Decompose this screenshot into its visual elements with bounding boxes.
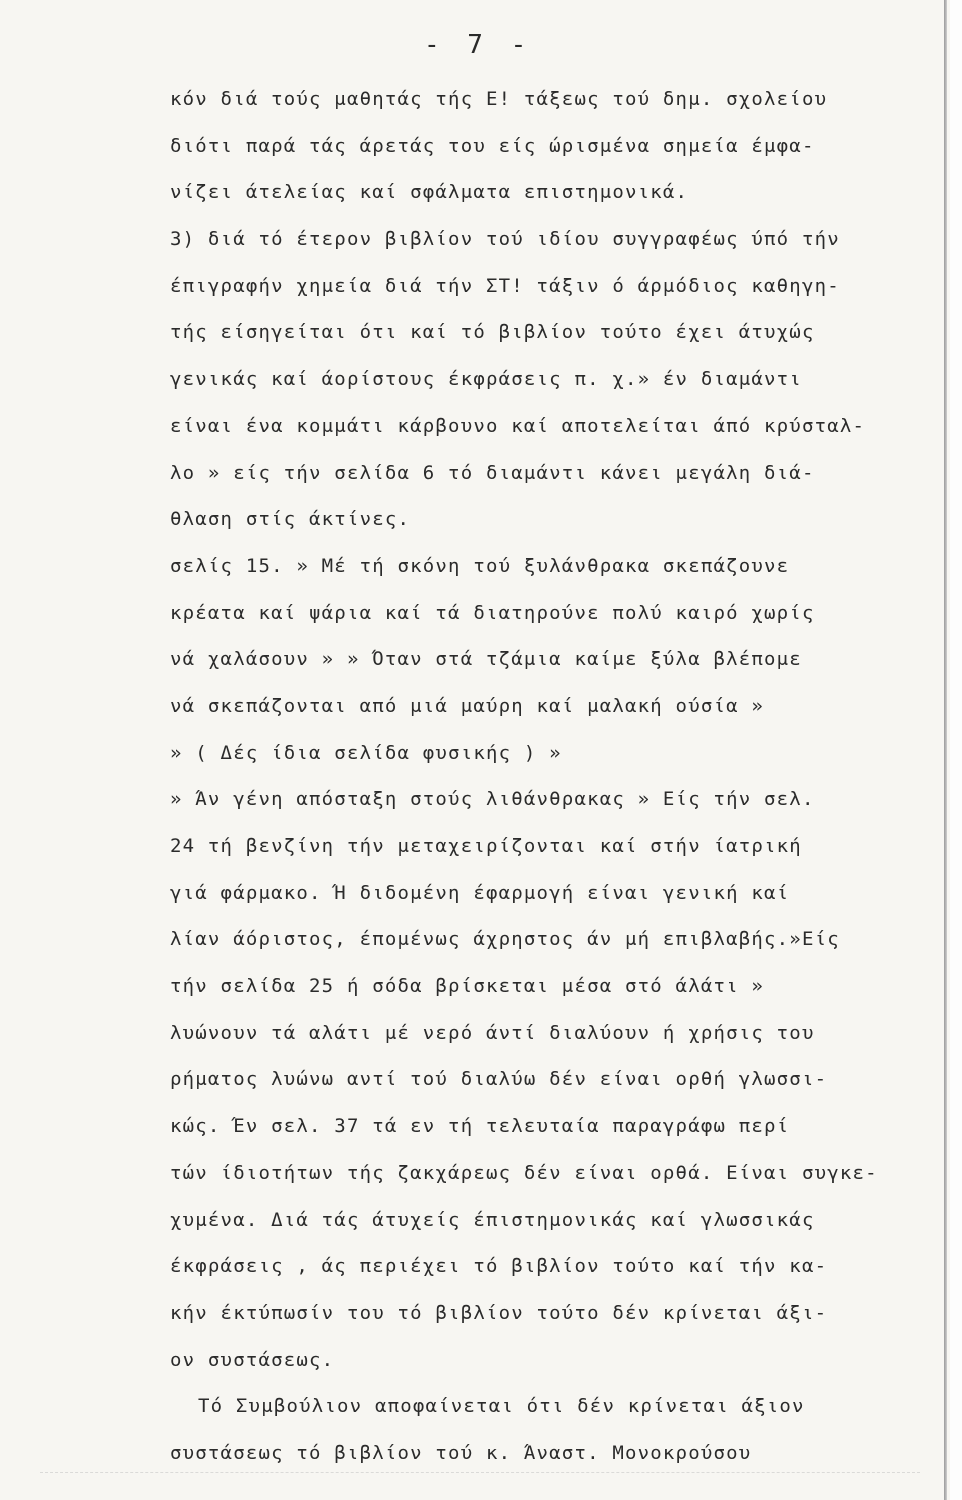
typewritten-body <box>170 76 930 1477</box>
text-line: » ( Δές ίδια σελίδα φυσικής ) » <box>170 741 562 764</box>
text-line: » Άν γένη απόσταξη στούς λιθάνθρακας » Είς τήν σελ. <box>170 788 815 811</box>
text-line: κρέατα καί ψάρια καί τά διατηρούνε πολύ καιρό χωρίς <box>170 601 815 624</box>
text-line: κώς. Έν σελ. 37 τά εν τή τελευταία παραγράφω περί <box>170 1115 790 1138</box>
text-line: γενικάς καί άορίστους έκφράσεις π. χ.» έν διαμάντι <box>170 368 802 391</box>
text-line: 24 τή βενζίνη τήν μεταχειρίζονται καί στήν ίατρική <box>170 835 802 857</box>
page-number: - 7 - <box>424 30 533 60</box>
text-line: νά χαλάσουν » » Όταν στά τζάμια καίμε ξύλα βλέπομε <box>170 648 802 671</box>
text-line: κήν έκτύπωσίν του τό βιβλίον τούτο δέν κρίνεται άξι- <box>170 1301 828 1324</box>
text-line: ον συστάσεως. <box>170 1348 335 1371</box>
text-line: θλαση στίς άκτίνες. <box>170 508 411 531</box>
text-line: νίζει άτελείας καί σφάλματα επιστημονικά. <box>170 181 689 204</box>
text-line: σελίς 15. » Μέ τή σκόνη τού ξυλάνθρακα σκεπάζουνε <box>170 554 790 577</box>
text-line: συστάσεως τό βιβλίον τού κ. Άναστ. Μονοκρούσου <box>170 1441 752 1464</box>
text-line: 3) διά τό έτερον βιβλίον τού ιδίου συγγραφέως ύπό τήν <box>170 228 840 251</box>
text-line: τήν σελίδα 25 ή σόδα βρίσκεται μέσα στό άλάτι » <box>170 975 765 998</box>
text-line: λίαν άόριστος, έπομένως άχρηστος άν μή επιβλαβής.»Είς <box>170 928 840 951</box>
text-line: χυμένα. Διά τάς άτυχείς έπιστημονικάς καί γλωσσικάς <box>170 1208 815 1231</box>
text-line: ρήματος λυώνω αντί τού διαλύω δέν είναι ορθή γλωσσι- <box>170 1068 828 1091</box>
text-line: λο » είς τήν σελίδα 6 τό διαμάντι κάνει μεγάλη διά- <box>170 461 815 484</box>
text-line: διότι παρά τάς άρετάς του είς ώρισμένα σημεία έμφα- <box>170 134 815 157</box>
text-line: έκφράσεις , άς περιέχει τό βιβλίον τούτο καί τήν κα- <box>170 1255 828 1278</box>
text-line: είναι ένα κομμάτι κάρβουνο καί αποτελείται άπό κρύσταλ- <box>170 414 866 437</box>
text-line: έπιγραφήν χημεία διά τήν ΣΤ! τάξιν ό άρμόδιος καθηγη- <box>170 274 840 297</box>
text-line: κόν διά τούς μαθητάς τής Ε! τάξεως τού δημ. σχολείου <box>170 88 828 110</box>
text-line: τών ίδιοτήτων τής ζακχάρεως δέν είναι ορθά. Είναι συγκε- <box>170 1161 878 1184</box>
text-line: γιά φάρμακο. Ή διδομένη έφαρμογή είναι γενική καί <box>170 881 790 904</box>
text-line: τής είσηγείται ότι καί τό βιβλίον τούτο έχει άτυχώς <box>170 321 815 344</box>
scan-edge-shadow <box>944 0 947 1500</box>
page-margin-edge <box>950 0 962 1500</box>
text-line: λυώνουν τά αλάτι μέ νερό άντί διαλύουν ή χρήσις του <box>170 1021 815 1044</box>
text-line: Τό Συμβούλιον αποφαίνεται ότι δέν κρίνεται άξιον <box>198 1395 805 1418</box>
text-line: νά σκεπάζονται από μιά μαύρη καί μαλακή ούσία » <box>170 694 765 717</box>
